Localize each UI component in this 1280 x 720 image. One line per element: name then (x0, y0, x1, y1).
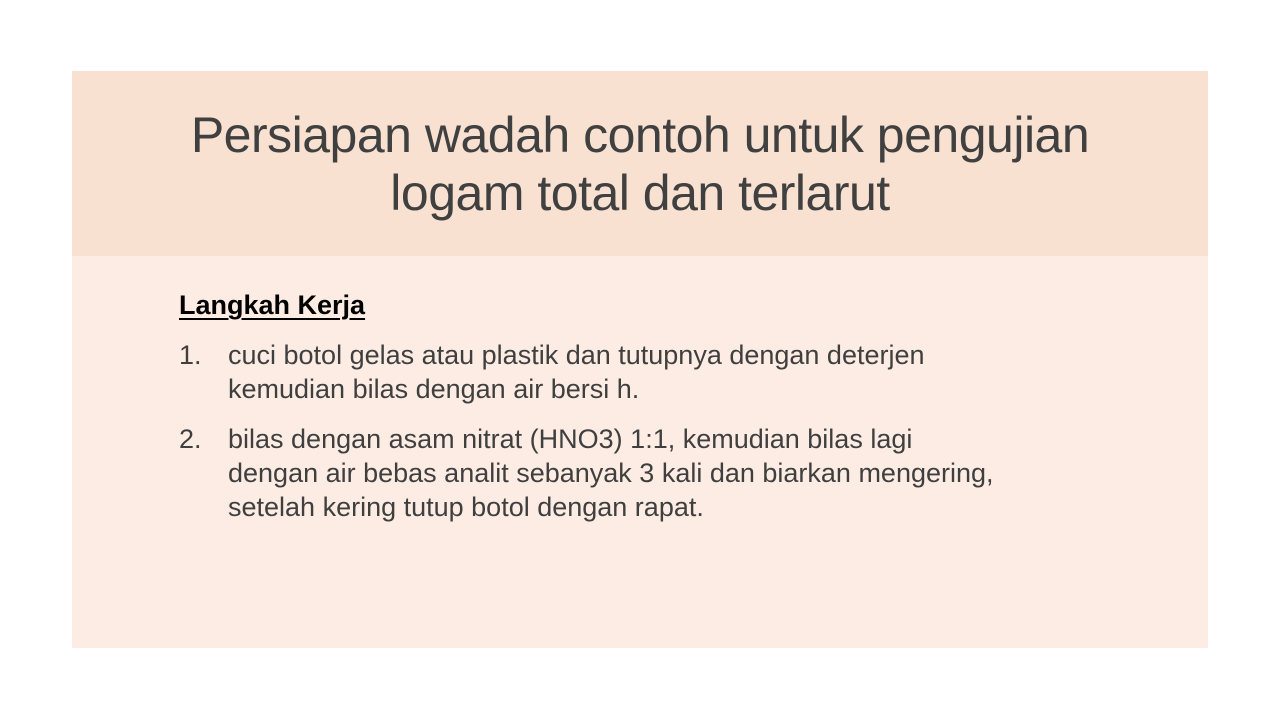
list-item (179, 422, 1208, 524)
section-heading: Langkah Kerja (179, 290, 366, 320)
slide-title-line-1: Persiapan wadah contoh untuk pengujian (190, 106, 1090, 163)
slide (72, 71, 1208, 648)
list-item (179, 338, 1208, 406)
slide-title-line-2: logam total dan terlarut (390, 164, 890, 221)
list-item-number: 2. (179, 424, 202, 454)
list-item-number: 1. (179, 340, 202, 370)
step-list (179, 338, 1208, 524)
slide-body-area (72, 256, 1208, 648)
slide-title-area (72, 71, 1208, 256)
list-item-text: cuci botol gelas atau plastik dan tutupnya dengan deterjen kemudian bilas dengan air bersi h. (228, 340, 925, 404)
list-item-text: bilas dengan asam nitrat (HNO3) 1:1, kemudian bilas lagi dengan air bebas analit sebanyak 3 kali dan biarkan mengering, setelah kering tutup botol dengan rapat. (228, 424, 994, 522)
